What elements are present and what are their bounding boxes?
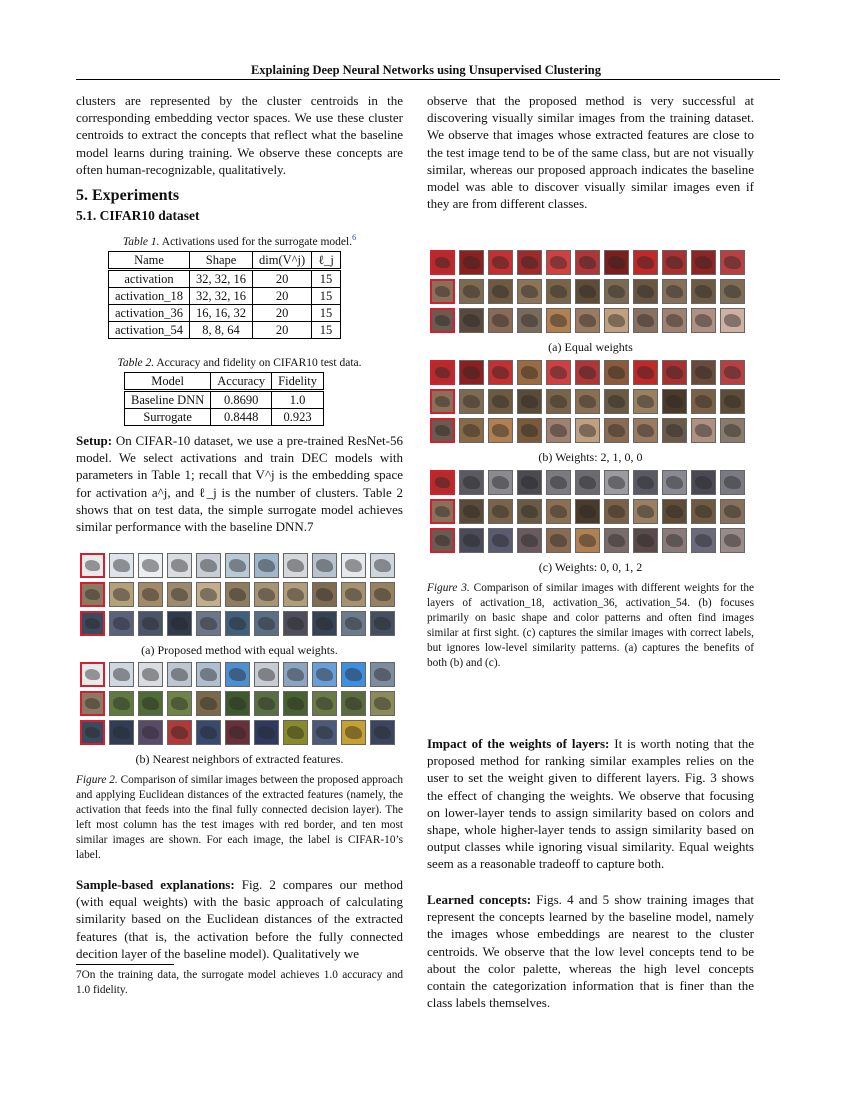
left-intro-paragraph — [76, 92, 403, 178]
similar-image-thumbnail — [546, 528, 571, 553]
table-2-caption-text: Accuracy and fidelity on CIFAR10 test data. — [156, 357, 362, 369]
similar-image-thumbnail — [370, 582, 395, 607]
figure-3c-subcaption: (c) Weights: 0, 0, 1, 2 — [538, 560, 643, 574]
figure-3-caption — [427, 581, 754, 671]
similar-image-thumbnail — [662, 250, 687, 275]
right-intro-text: observe that the proposed method is very successful at discovering visually similar images from the training dataset. We observe that images whose extracted features are close to the test image tend to be of the same class, but are not visually similar, whereas our proposed approach indicates the baseline model was able to discover visually similar images even if they are from different classes. — [427, 93, 754, 212]
similar-image-thumbnail — [138, 553, 163, 578]
similar-image-thumbnail — [254, 553, 279, 578]
similar-image-thumbnail — [604, 389, 629, 414]
similar-image-thumbnail — [167, 720, 192, 745]
table-1-caption — [76, 233, 403, 248]
running-header: Explaining Deep Neural Networks using Unsupervised Clustering — [250, 63, 602, 77]
similar-image-thumbnail — [633, 499, 658, 524]
similar-image-thumbnail — [459, 470, 484, 495]
similar-image-thumbnail — [109, 691, 134, 716]
table-2-label: Table 2. — [117, 357, 155, 369]
table-cell: 20 — [253, 322, 312, 339]
concepts-text: Figs. 4 and 5 show training images that represent the concepts learned by the baseline model, namely the images whose embeddings are nearest to the cluster centroids. We observe that the low level concepts tend to be about the color palette, whereas the high level concepts contain the categorization information that is finer than the class labels themselves. — [427, 892, 755, 1011]
similar-image-thumbnail — [370, 691, 395, 716]
test-image-thumbnail — [80, 611, 105, 636]
test-image-thumbnail — [430, 360, 455, 385]
similar-image-thumbnail — [196, 662, 221, 687]
similar-image-thumbnail — [633, 528, 658, 553]
similar-image-thumbnail — [633, 389, 658, 414]
table-cell: activation — [109, 270, 190, 288]
similar-image-thumbnail — [691, 528, 716, 553]
similar-image-thumbnail — [109, 553, 134, 578]
table-row — [109, 288, 341, 305]
similar-image-thumbnail — [312, 662, 337, 687]
test-image-thumbnail — [430, 499, 455, 524]
thumbnail-row — [430, 279, 745, 304]
similar-image-thumbnail — [283, 691, 308, 716]
similar-image-thumbnail — [370, 720, 395, 745]
table-2-header-row — [125, 373, 324, 391]
similar-image-thumbnail — [662, 360, 687, 385]
similar-image-thumbnail — [633, 250, 658, 275]
similar-image-thumbnail — [459, 389, 484, 414]
thumbnail-row — [430, 308, 745, 333]
similar-image-thumbnail — [720, 279, 745, 304]
similar-image-thumbnail — [488, 250, 513, 275]
table-2-header-model: Model — [125, 373, 211, 391]
similar-image-thumbnail — [138, 691, 163, 716]
similar-image-thumbnail — [604, 528, 629, 553]
setup-text: On CIFAR-10 dataset, we use a pre-trained ResNet-56 model. We select activations and train DEC models with parameters in Table 1; recall that V^j is the embedding space for activation a^j, and ℓ_j is the number of clusters. Table 2 shows that on test data, the simple surrogate model achieves similar performance with the baseline DNN.7 — [76, 433, 403, 535]
similar-image-thumbnail — [488, 528, 513, 553]
impact-lead: Impact of the weights of layers: — [427, 736, 610, 751]
table-cell: Baseline DNN — [125, 391, 211, 409]
similar-image-thumbnail — [254, 691, 279, 716]
similar-image-thumbnail — [196, 691, 221, 716]
similar-image-thumbnail — [167, 582, 192, 607]
similar-image-thumbnail — [109, 720, 134, 745]
similar-image-thumbnail — [575, 389, 600, 414]
similar-image-thumbnail — [604, 279, 629, 304]
table-2 — [124, 372, 324, 426]
similar-image-thumbnail — [167, 691, 192, 716]
table-row — [125, 409, 324, 426]
table-1-label: Table 1. — [122, 236, 160, 248]
test-image-thumbnail — [430, 250, 455, 275]
test-image-thumbnail — [430, 389, 455, 414]
similar-image-thumbnail — [341, 582, 366, 607]
thumbnail-row — [80, 553, 395, 578]
similar-image-thumbnail — [283, 662, 308, 687]
similar-image-thumbnail — [341, 662, 366, 687]
left-column — [76, 92, 403, 178]
similar-image-thumbnail — [604, 308, 629, 333]
table-cell: activation_36 — [109, 305, 190, 322]
table-1-header-name: Name — [109, 252, 190, 270]
thumbnail-row — [430, 418, 745, 443]
table-1 — [108, 251, 341, 339]
similar-image-thumbnail — [196, 553, 221, 578]
right-intro-paragraph — [427, 92, 754, 212]
table-2-caption — [76, 357, 403, 369]
similar-image-thumbnail — [459, 528, 484, 553]
table-1-caption-text: Activations used for the surrogate model. — [161, 236, 353, 248]
test-image-thumbnail — [80, 662, 105, 687]
similar-image-thumbnail — [691, 360, 716, 385]
similar-image-thumbnail — [546, 308, 571, 333]
similar-image-thumbnail — [109, 582, 134, 607]
similar-image-thumbnail — [633, 279, 658, 304]
thumbnail-row — [430, 389, 745, 414]
similar-image-thumbnail — [312, 553, 337, 578]
figure-3c-grid — [430, 470, 752, 558]
similar-image-thumbnail — [546, 250, 571, 275]
similar-image-thumbnail — [138, 582, 163, 607]
similar-image-thumbnail — [283, 582, 308, 607]
similar-image-thumbnail — [312, 720, 337, 745]
thumbnail-row — [430, 360, 745, 385]
similar-image-thumbnail — [720, 389, 745, 414]
similar-image-thumbnail — [341, 720, 366, 745]
similar-image-thumbnail — [546, 360, 571, 385]
figure-3-caption-text: Comparison of similar images with different weights for the layers of activation_18, activation_36, activation_54. (b) focuses primarily on basic shape and color patterns and often find images similar at first sight. (c) captures the similar images with correct labels, but ignores low-level similarity patterns. (a) captures the benefits of both (b) and (c). — [427, 582, 754, 669]
table-cell: 1.0 — [272, 391, 324, 409]
similar-image-thumbnail — [283, 720, 308, 745]
similar-image-thumbnail — [517, 279, 542, 304]
similar-image-thumbnail — [604, 470, 629, 495]
similar-image-thumbnail — [196, 582, 221, 607]
table-row — [109, 305, 341, 322]
table-1-header-shape: Shape — [190, 252, 253, 270]
similar-image-thumbnail — [459, 418, 484, 443]
figure-2a-grid — [80, 553, 400, 643]
similar-image-thumbnail — [633, 418, 658, 443]
similar-image-thumbnail — [546, 418, 571, 443]
table-cell: 0.923 — [272, 409, 324, 426]
similar-image-thumbnail — [254, 720, 279, 745]
similar-image-thumbnail — [225, 662, 250, 687]
similar-image-thumbnail — [312, 582, 337, 607]
table-2-header-fidelity: Fidelity — [272, 373, 324, 391]
similar-image-thumbnail — [312, 611, 337, 636]
table-row — [109, 270, 341, 288]
similar-image-thumbnail — [517, 418, 542, 443]
similar-image-thumbnail — [370, 611, 395, 636]
similar-image-thumbnail — [662, 528, 687, 553]
similar-image-thumbnail — [488, 308, 513, 333]
table-cell: 16, 16, 32 — [190, 305, 253, 322]
header-rule — [76, 79, 780, 80]
test-image-thumbnail — [430, 308, 455, 333]
similar-image-thumbnail — [370, 662, 395, 687]
similar-image-thumbnail — [517, 470, 542, 495]
section-5-heading: 5. Experiments — [76, 187, 180, 204]
table-2-header-accuracy: Accuracy — [211, 373, 272, 391]
thumbnail-row — [80, 691, 395, 716]
table-cell: 20 — [253, 270, 312, 288]
figure-3b-subcaption: (b) Weights: 2, 1, 0, 0 — [538, 450, 643, 464]
similar-image-thumbnail — [662, 279, 687, 304]
setup-paragraph — [76, 432, 403, 535]
similar-image-thumbnail — [517, 499, 542, 524]
similar-image-thumbnail — [517, 389, 542, 414]
test-image-thumbnail — [430, 470, 455, 495]
similar-image-thumbnail — [254, 611, 279, 636]
test-image-thumbnail — [430, 418, 455, 443]
similar-image-thumbnail — [488, 418, 513, 443]
similar-image-thumbnail — [283, 611, 308, 636]
similar-image-thumbnail — [575, 528, 600, 553]
thumbnail-row — [80, 611, 395, 636]
table-cell: 15 — [312, 305, 341, 322]
thumbnail-row — [80, 720, 395, 745]
similar-image-thumbnail — [546, 499, 571, 524]
similar-image-thumbnail — [691, 418, 716, 443]
table-1-header-l: ℓ_j — [312, 252, 341, 270]
test-image-thumbnail — [80, 720, 105, 745]
similar-image-thumbnail — [720, 499, 745, 524]
similar-image-thumbnail — [720, 470, 745, 495]
similar-image-thumbnail — [254, 662, 279, 687]
figure-2b-grid — [80, 662, 400, 752]
sample-lead: Sample-based explanations: — [76, 877, 235, 892]
similar-image-thumbnail — [138, 611, 163, 636]
similar-image-thumbnail — [225, 691, 250, 716]
similar-image-thumbnail — [546, 470, 571, 495]
similar-image-thumbnail — [662, 470, 687, 495]
thumbnail-row — [430, 470, 745, 495]
table-cell: activation_18 — [109, 288, 190, 305]
similar-image-thumbnail — [517, 308, 542, 333]
similar-image-thumbnail — [138, 720, 163, 745]
table-cell: 20 — [253, 288, 312, 305]
similar-image-thumbnail — [488, 499, 513, 524]
concepts-lead: Learned concepts: — [427, 892, 532, 907]
table-cell: 32, 32, 16 — [190, 270, 253, 288]
similar-image-thumbnail — [575, 418, 600, 443]
figure-3a-grid — [430, 250, 752, 338]
similar-image-thumbnail — [196, 720, 221, 745]
similar-image-thumbnail — [575, 308, 600, 333]
left-intro-text: clusters are represented by the cluster centroids in the corresponding embedding vector spaces. We use these cluster centroids to extract the concepts that reflect what the baseline model learns during training. We observe these concepts are often human-recognizable, qualitatively. — [76, 93, 403, 177]
similar-image-thumbnail — [225, 720, 250, 745]
similar-image-thumbnail — [691, 308, 716, 333]
similar-image-thumbnail — [167, 611, 192, 636]
similar-image-thumbnail — [546, 389, 571, 414]
similar-image-thumbnail — [633, 308, 658, 333]
figure-2b-subcaption: (b) Nearest neighbors of extracted features. — [135, 752, 344, 766]
impact-paragraph — [427, 735, 754, 873]
footnote-7: 7On the training data, the surrogate model achieves 1.0 accuracy and 1.0 fidelity. — [76, 969, 403, 996]
similar-image-thumbnail — [196, 611, 221, 636]
similar-image-thumbnail — [720, 250, 745, 275]
similar-image-thumbnail — [662, 308, 687, 333]
similar-image-thumbnail — [488, 470, 513, 495]
similar-image-thumbnail — [575, 499, 600, 524]
similar-image-thumbnail — [575, 250, 600, 275]
similar-image-thumbnail — [459, 499, 484, 524]
similar-image-thumbnail — [691, 279, 716, 304]
table-cell: 8, 8, 64 — [190, 322, 253, 339]
table-cell: activation_54 — [109, 322, 190, 339]
similar-image-thumbnail — [691, 499, 716, 524]
similar-image-thumbnail — [633, 470, 658, 495]
similar-image-thumbnail — [459, 308, 484, 333]
similar-image-thumbnail — [370, 553, 395, 578]
similar-image-thumbnail — [575, 360, 600, 385]
similar-image-thumbnail — [167, 662, 192, 687]
similar-image-thumbnail — [341, 553, 366, 578]
table-cell: 15 — [312, 288, 341, 305]
sample-explanations-paragraph — [76, 876, 403, 962]
figure-2-caption-text: Comparison of similar images between the proposed approach and applying Euclidean distances of the extracted features (namely, the activation that feeds into the final fully connected decision layer). The left most column has the test images with red border, and ten most similar images are shown. For each image, the label is CIFAR-10’s label. — [76, 774, 404, 861]
similar-image-thumbnail — [488, 360, 513, 385]
thumbnail-row — [430, 528, 745, 553]
thumbnail-row — [430, 499, 745, 524]
table-cell: 0.8448 — [211, 409, 272, 426]
thumbnail-row — [80, 662, 395, 687]
similar-image-thumbnail — [341, 611, 366, 636]
thumbnail-row — [430, 250, 745, 275]
similar-image-thumbnail — [283, 553, 308, 578]
table-cell: 15 — [312, 322, 341, 339]
table-cell: 32, 32, 16 — [190, 288, 253, 305]
similar-image-thumbnail — [575, 470, 600, 495]
similar-image-thumbnail — [517, 250, 542, 275]
similar-image-thumbnail — [488, 279, 513, 304]
table-cell: Surrogate — [125, 409, 211, 426]
sample-text: Fig. 2 compares our method (with equal weights) with the basic approach of calculating similarity based on the Euclidean distances of the extracted features (that is, the activation before the fully connected decition layer of the baseline model). Qualitatively we — [76, 877, 403, 961]
similar-image-thumbnail — [312, 691, 337, 716]
figure-2-caption — [76, 773, 403, 863]
similar-image-thumbnail — [662, 418, 687, 443]
similar-image-thumbnail — [691, 470, 716, 495]
test-image-thumbnail — [430, 528, 455, 553]
similar-image-thumbnail — [225, 553, 250, 578]
similar-image-thumbnail — [720, 308, 745, 333]
similar-image-thumbnail — [546, 279, 571, 304]
similar-image-thumbnail — [167, 553, 192, 578]
similar-image-thumbnail — [575, 279, 600, 304]
similar-image-thumbnail — [662, 389, 687, 414]
similar-image-thumbnail — [720, 418, 745, 443]
table-cell: 15 — [312, 270, 341, 288]
test-image-thumbnail — [80, 582, 105, 607]
similar-image-thumbnail — [109, 662, 134, 687]
similar-image-thumbnail — [109, 611, 134, 636]
table-cell: 0.8690 — [211, 391, 272, 409]
figure-3-label: Figure 3. — [427, 582, 470, 594]
table-1-footnote-ref[interactable]: 6 — [352, 233, 357, 243]
thumbnail-row — [80, 582, 395, 607]
similar-image-thumbnail — [720, 528, 745, 553]
similar-image-thumbnail — [604, 499, 629, 524]
setup-lead: Setup: — [76, 433, 113, 448]
figure-3b-grid — [430, 360, 752, 448]
similar-image-thumbnail — [254, 582, 279, 607]
figure-3a-subcaption: (a) Equal weights — [548, 340, 633, 354]
test-image-thumbnail — [80, 691, 105, 716]
similar-image-thumbnail — [633, 360, 658, 385]
similar-image-thumbnail — [604, 360, 629, 385]
similar-image-thumbnail — [341, 691, 366, 716]
similar-image-thumbnail — [225, 611, 250, 636]
similar-image-thumbnail — [225, 582, 250, 607]
similar-image-thumbnail — [488, 389, 513, 414]
similar-image-thumbnail — [459, 250, 484, 275]
table-row — [109, 322, 341, 339]
similar-image-thumbnail — [138, 662, 163, 687]
similar-image-thumbnail — [691, 389, 716, 414]
similar-image-thumbnail — [720, 360, 745, 385]
similar-image-thumbnail — [691, 250, 716, 275]
similar-image-thumbnail — [517, 360, 542, 385]
table-1-header-dim: dim(V^j) — [253, 252, 312, 270]
figure-2-label: Figure 2. — [76, 774, 118, 786]
similar-image-thumbnail — [517, 528, 542, 553]
section-5-1-heading: 5.1. CIFAR10 dataset — [76, 208, 200, 223]
impact-text: It is worth noting that the proposed method for ranking similar examples relies on the user to set the weight given to different layers. Fig. 3 shows the effect of changing the weights. We observe that focusing on lower-layer tends to assign similarity based on colors and shape, whole higher-layer tends to assign similarity based on output classes while ignoring visual similarity. Equal weights seem as a reasonable tradeoff to capture both. — [427, 736, 755, 872]
similar-image-thumbnail — [662, 499, 687, 524]
table-1-header-row — [109, 252, 341, 270]
table-row — [125, 391, 324, 409]
similar-image-thumbnail — [459, 279, 484, 304]
footnote-rule — [76, 964, 174, 965]
test-image-thumbnail — [80, 553, 105, 578]
test-image-thumbnail — [430, 279, 455, 304]
similar-image-thumbnail — [604, 418, 629, 443]
figure-2a-subcaption: (a) Proposed method with equal weights. — [141, 643, 338, 657]
learned-concepts-paragraph — [427, 891, 754, 1011]
table-cell: 20 — [253, 305, 312, 322]
similar-image-thumbnail — [604, 250, 629, 275]
similar-image-thumbnail — [459, 360, 484, 385]
